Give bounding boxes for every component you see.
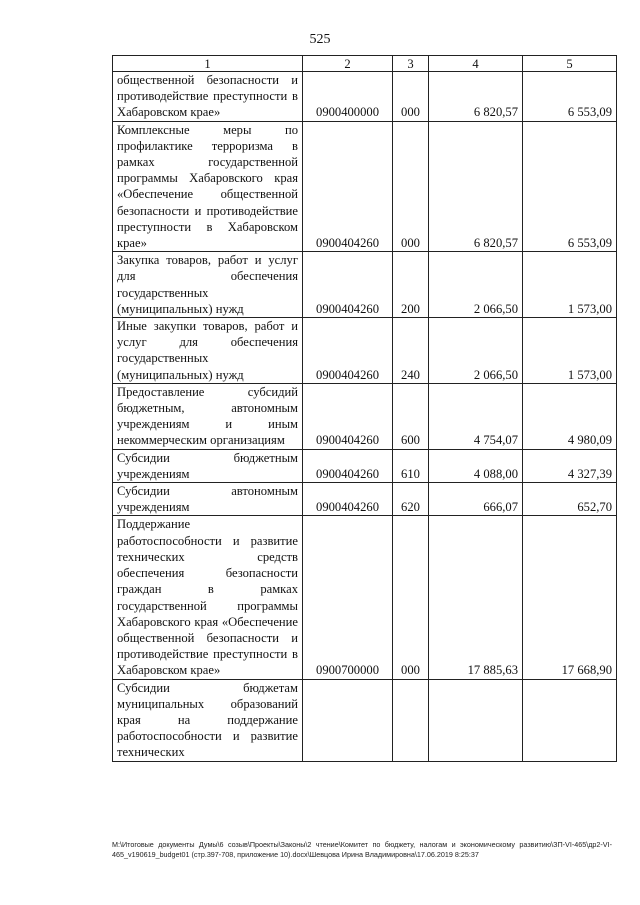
row-value-5: 6 553,09 (523, 72, 617, 122)
row-value-5: 17 668,90 (523, 516, 617, 679)
table-row (113, 383, 617, 449)
row-name: Субсидии бюджетам муниципальных образований края на поддержание работоспособности и развитие технических (113, 679, 303, 761)
row-value-5: 1 573,00 (523, 318, 617, 384)
row-value-5: 4 327,39 (523, 449, 617, 482)
row-name: Предоставление субсидий бюджетным, автономным учреждениям и иным некоммерческим организациям (113, 383, 303, 449)
column-header: 2 (303, 56, 393, 72)
row-value-5: 4 980,09 (523, 383, 617, 449)
document-path-footer: M:\Итоговые документы Думы\6 созыв\Проекты\Законы\2 чтение\Комитет по бюджету, налогам и экономическому развитию\ЗП-VI-465\др2-VI-465_v190619_budget01 (стр.397-708, приложение 10).docx\Шевцова Ирина Владимировна\17.06.2019 8:25:37 (112, 840, 612, 859)
row-name: Иные закупки товаров, работ и услуг для обеспечения государственных (муниципальных) нужд (113, 318, 303, 384)
row-type: 240 (393, 318, 429, 384)
row-value-5: 1 573,00 (523, 252, 617, 318)
row-value-4: 4 754,07 (429, 383, 523, 449)
table-row (113, 449, 617, 482)
row-code: 0900404260 (303, 252, 393, 318)
row-name: Субсидии автономным учреждениям (113, 483, 303, 516)
row-code: 0900404260 (303, 449, 393, 482)
row-value-4: 2 066,50 (429, 318, 523, 384)
row-value-4: 6 820,57 (429, 72, 523, 122)
row-name: общественной безопасности и противодействие преступности в Хабаровском крае» (113, 72, 303, 122)
row-type: 620 (393, 483, 429, 516)
row-value-5: 6 553,09 (523, 121, 617, 252)
row-code: 0900404260 (303, 483, 393, 516)
row-name: Комплексные меры по профилактике терроризма в рамках государственной программы Хабаровского края «Обеспечение общественной безопасности и противодействие преступности в Хабаровском крае» (113, 121, 303, 252)
row-code (303, 679, 393, 761)
budget-table (112, 55, 617, 762)
table-row (113, 72, 617, 122)
column-header: 4 (429, 56, 523, 72)
page-number: 525 (309, 32, 331, 47)
row-code: 0900404260 (303, 318, 393, 384)
row-type: 000 (393, 72, 429, 122)
row-type: 000 (393, 121, 429, 252)
row-value-4 (429, 679, 523, 761)
table-row (113, 516, 617, 679)
table-row (113, 252, 617, 318)
row-code: 0900700000 (303, 516, 393, 679)
row-code: 0900404260 (303, 121, 393, 252)
row-code: 0900404260 (303, 383, 393, 449)
row-type: 000 (393, 516, 429, 679)
row-name: Поддержание работоспособности и развитие технических средств обеспечения безопасности граждан в рамках государственной программы Хабаровского края «Обеспечение общественной безопасности и противодействие преступности в Хабаровском крае» (113, 516, 303, 679)
row-value-4: 4 088,00 (429, 449, 523, 482)
row-type (393, 679, 429, 761)
row-value-5: 652,70 (523, 483, 617, 516)
row-name: Субсидии бюджетным учреждениям (113, 449, 303, 482)
row-value-5 (523, 679, 617, 761)
table-row (113, 483, 617, 516)
row-name: Закупка товаров, работ и услуг для обеспечения государственных (муниципальных) нужд (113, 252, 303, 318)
column-header: 5 (523, 56, 617, 72)
table-row (113, 318, 617, 384)
row-code: 0900400000 (303, 72, 393, 122)
row-value-4: 2 066,50 (429, 252, 523, 318)
row-value-4: 6 820,57 (429, 121, 523, 252)
row-value-4: 17 885,63 (429, 516, 523, 679)
row-type: 610 (393, 449, 429, 482)
column-header: 1 (113, 56, 303, 72)
column-header: 3 (393, 56, 429, 72)
table-header-row (113, 56, 617, 72)
row-type: 200 (393, 252, 429, 318)
row-type: 600 (393, 383, 429, 449)
table-row (113, 121, 617, 252)
row-value-4: 666,07 (429, 483, 523, 516)
table-row (113, 679, 617, 761)
